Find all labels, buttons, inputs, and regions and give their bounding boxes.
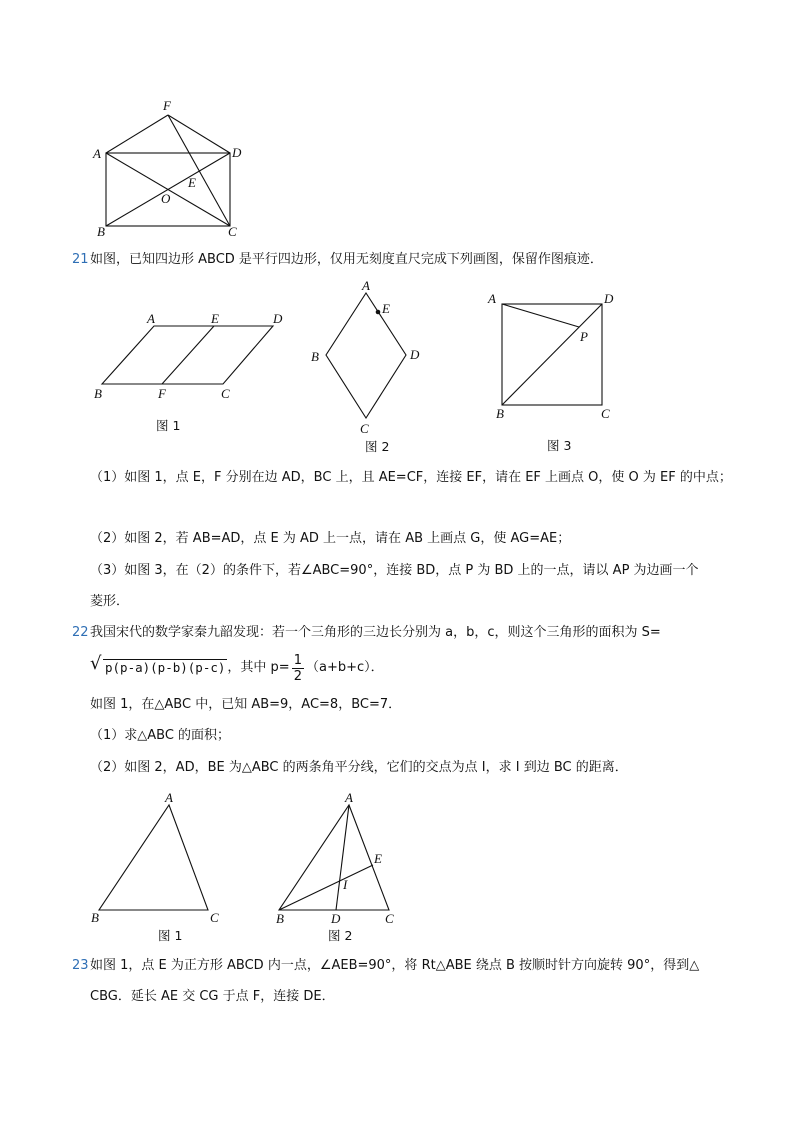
q21-part-3-line-2: 菱形．	[90, 594, 130, 609]
label-f: F	[163, 98, 171, 113]
label-c: C	[360, 421, 369, 436]
q21-part-3-line-1: （3）如图 3，在（2）的条件下，若∠ABC=90°，连接 BD，点 P 为 BD 上的一点，请以 AP 为边画一个	[90, 563, 699, 578]
label-a: A	[93, 146, 101, 161]
label-a: A	[362, 278, 370, 293]
question-number-22: 22	[72, 625, 89, 640]
label-b: B	[97, 224, 105, 239]
q23-line-2: CBG．延长 AE 交 CG 于点 F，连接 DE．	[90, 989, 335, 1004]
caption-fig-1: 图 1	[158, 928, 183, 943]
label-d: D	[604, 291, 614, 306]
q21-part-1: （1）如图 1，点 E，F 分别在边 AD，BC 上，且 AE=CF，连接 EF，请在 EF 上画点 O，使 O 为 EF 的中点；	[90, 470, 732, 485]
caption-fig-2: 图 2	[365, 439, 390, 454]
label-a: A	[488, 291, 496, 306]
q22-figure-1	[85, 785, 235, 945]
formula-tail-text: （a+b+c）．	[305, 660, 384, 675]
q21-figure-3	[480, 288, 630, 453]
label-a: A	[165, 790, 173, 805]
label-e: E	[382, 301, 390, 316]
label-e: E	[211, 311, 219, 326]
label-b: B	[496, 406, 504, 421]
label-e: E	[188, 175, 196, 190]
formula-mid-text: ，其中 p=	[227, 660, 290, 675]
fraction-denominator: 2	[293, 668, 302, 684]
q21-figure-2	[305, 275, 430, 460]
q22-part-2: （2）如图 2，AD，BE 为△ABC 的两条角平分线，它们的交点为点 I，求 I 到边 BC 的距离．	[90, 760, 628, 775]
label-d: D	[273, 311, 283, 326]
label-c: C	[210, 910, 219, 925]
label-b: B	[91, 910, 99, 925]
label-c: C	[601, 406, 610, 421]
label-c: C	[385, 911, 394, 926]
square-root: √ p(p-a)(p-b)(p-c)	[90, 653, 226, 675]
label-b: B	[311, 349, 319, 364]
caption-fig-3: 图 3	[547, 438, 572, 453]
label-a: A	[147, 311, 155, 326]
question-number-21: 21	[72, 252, 89, 267]
label-e: E	[374, 851, 382, 866]
q22-given: 如图 1，在△ABC 中，已知 AB=9，AC=8，BC=7．	[90, 697, 402, 712]
label-o: O	[161, 191, 171, 206]
q21-figure-1	[88, 308, 293, 438]
label-d: D	[410, 347, 420, 362]
point-e	[376, 310, 381, 315]
question-number-23: 23	[72, 958, 89, 973]
fraction-numerator: 1	[293, 652, 302, 668]
q21-part-2: （2）如图 2，若 AB=AD，点 E 为 AD 上一点，请在 AB 上画点 G，使 AG=AE；	[90, 531, 571, 546]
label-d: D	[331, 911, 341, 926]
q22-figure-2	[270, 785, 410, 945]
q21-stem: 如图，已知四边形 ABCD 是平行四边形，仅用无刻度直尺完成下列画图，保留作图痕迹．	[90, 252, 603, 267]
caption-fig-1: 图 1	[156, 418, 181, 433]
label-c: C	[228, 224, 237, 239]
label-i: I	[343, 877, 348, 892]
q22-part-1: （1）求△ABC 的面积；	[90, 728, 231, 743]
label-b: B	[276, 911, 284, 926]
top-figure	[85, 95, 260, 240]
q22-stem-line-1: 我国宋代的数学家秦九韶发现：若一个三角形的三边长分别为 a，b，c，则这个三角形的面积为 S=	[90, 625, 661, 640]
label-f: F	[158, 386, 166, 401]
q23-line-1: 如图 1，点 E 为正方形 ABCD 内一点，∠AEB=90°，将 Rt△ABE 绕点 B 按顺时针方向旋转 90°，得到△	[90, 958, 700, 973]
label-b: B	[94, 386, 102, 401]
radicand: p(p-a)(p-b)(p-c)	[105, 660, 226, 675]
q22-formula-line	[90, 652, 384, 684]
label-a: A	[345, 790, 353, 805]
label-d: D	[232, 145, 242, 160]
caption-fig-2: 图 2	[328, 928, 353, 943]
label-p: P	[580, 329, 588, 344]
fraction-one-half	[292, 653, 304, 684]
label-c: C	[221, 386, 230, 401]
